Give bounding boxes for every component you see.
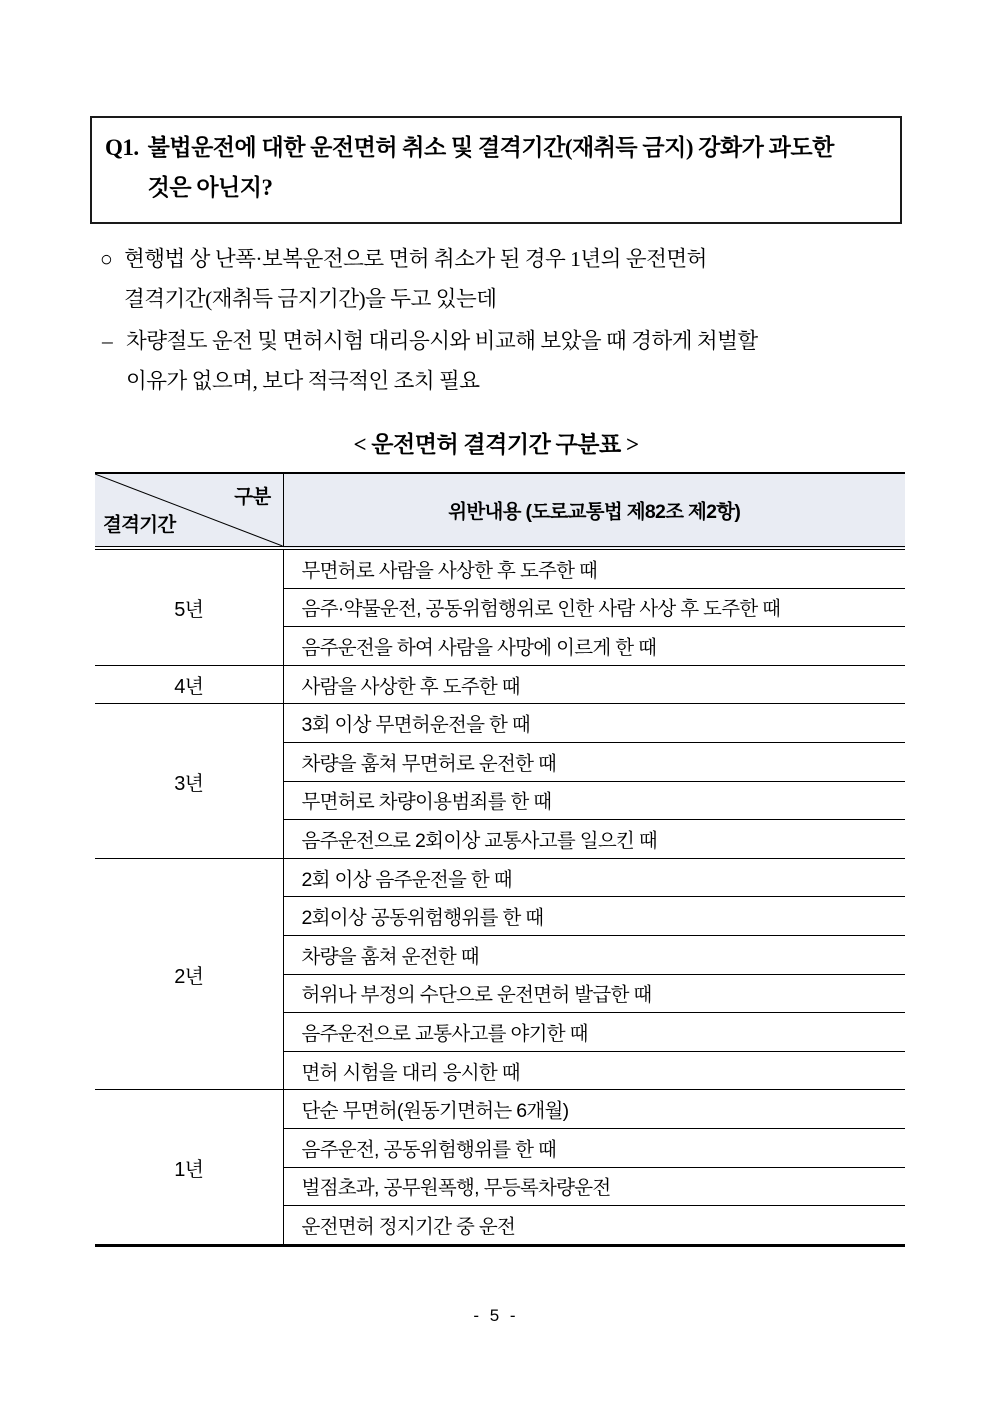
violation-cell: 운전면허 정지기간 중 운전 <box>283 1206 905 1246</box>
period-cell-2y: 2년 <box>95 858 283 1090</box>
period-cell-5y: 5년 <box>95 548 283 665</box>
intro-paragraph-1 <box>100 239 906 319</box>
paragraph-line: 현행법 상 난폭·보복운전으로 면허 취소가 된 경우 1년의 운전면허 <box>124 247 707 271</box>
violation-cell: 차량을 훔쳐 운전한 때 <box>283 935 905 974</box>
violation-cell: 단순 무면허(원동기면허는 6개월) <box>283 1090 905 1129</box>
violation-cell: 3회 이상 무면허운전을 한 때 <box>283 704 905 743</box>
table-title: < 운전면허 결격기간 구분표 > <box>353 432 639 457</box>
violation-cell: 2회이상 공동위험행위를 한 때 <box>283 897 905 936</box>
violation-cell: 허위나 부정의 수단으로 운전면허 발급한 때 <box>283 974 905 1013</box>
paragraph-text <box>124 239 906 319</box>
violation-cell: 차량을 훔쳐 무면허로 운전한 때 <box>283 742 905 781</box>
table-row <box>95 665 905 704</box>
violation-cell: 음주운전, 공동위험행위를 한 때 <box>283 1128 905 1167</box>
table-header-row <box>95 473 905 548</box>
violation-cell: 음주운전으로 2회이상 교통사고를 일으킨 때 <box>283 820 905 859</box>
table-row <box>95 858 905 897</box>
violation-cell: 음주운전으로 교통사고를 야기한 때 <box>283 1013 905 1052</box>
question-line-2: 것은 아닌지? <box>147 175 273 200</box>
paragraph-text <box>126 321 906 401</box>
period-cell-4y: 4년 <box>95 665 283 704</box>
violation-cell: 면허 시험을 대리 응시한 때 <box>283 1051 905 1090</box>
dash-bullet-icon: – <box>102 329 113 353</box>
violation-cell: 무면허로 차량이용범죄를 한 때 <box>283 781 905 820</box>
table-row <box>95 1090 905 1129</box>
corner-header-category: 구분 <box>234 486 271 508</box>
intro-paragraph-2 <box>100 321 906 401</box>
intro-section <box>100 239 906 401</box>
question-text <box>148 128 884 208</box>
violation-cell: 음주·약물운전, 공동위험행위로 인한 사람 사상 후 도주한 때 <box>283 588 905 627</box>
circle-bullet-icon: ○ <box>100 247 113 271</box>
violation-cell: 2회 이상 음주운전을 한 때 <box>283 858 905 897</box>
corner-header-period: 결격기간 <box>103 514 176 536</box>
question-box <box>90 116 902 224</box>
paragraph-line: 결격기간(재취득 금지기간)을 두고 있는데 <box>124 287 497 311</box>
period-cell-3y: 3년 <box>95 704 283 858</box>
paragraph-line: 차량절도 운전 및 면허시험 대리응시와 비교해 보았을 때 경하게 처벌할 <box>126 329 758 353</box>
paragraph-line: 이유가 없으며, 보다 적극적인 조치 필요 <box>126 369 480 393</box>
table-row <box>95 704 905 743</box>
question-line-1: 불법운전에 대한 운전면허 취소 및 결격기간(재취득 금지) 강화가 과도한 <box>147 135 834 160</box>
question-label: Q1. <box>105 135 139 160</box>
violation-cell: 벌점초과, 공무원폭행, 무등록차량운전 <box>283 1167 905 1206</box>
violation-cell: 사람을 사상한 후 도주한 때 <box>283 665 905 704</box>
page-number: - 5 - <box>473 1306 519 1325</box>
disqualification-table <box>95 472 905 1247</box>
table-row <box>95 548 905 588</box>
period-cell-1y: 1년 <box>95 1090 283 1245</box>
violation-column-header: 위반내용 (도로교통법 제82조 제2항) <box>283 473 905 548</box>
table-corner-cell <box>95 473 283 548</box>
violation-cell: 무면허로 사람을 사상한 후 도주한 때 <box>283 548 905 588</box>
violation-cell: 음주운전을 하여 사람을 사망에 이르게 한 때 <box>283 627 905 666</box>
